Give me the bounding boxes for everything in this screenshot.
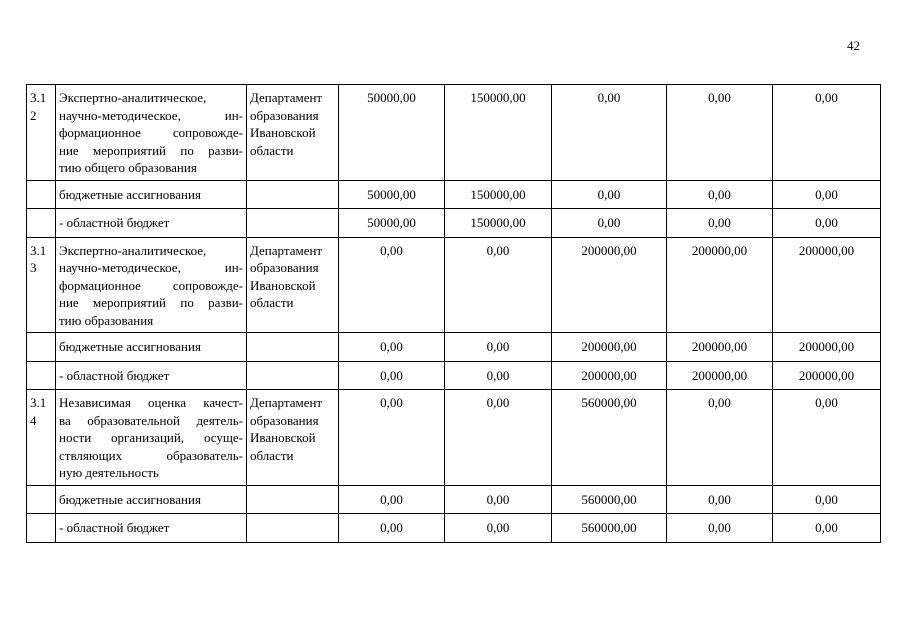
value-cell: 150000,00 (445, 85, 552, 181)
item-number (27, 237, 56, 333)
value-cell: 0,00 (773, 390, 881, 486)
empty-executor-cell (247, 333, 339, 362)
item-name-line: научно-методическое, ин- (59, 107, 243, 123)
empty-number-cell (27, 361, 56, 390)
value-cell: 0,00 (552, 180, 667, 209)
value-cell: 0,00 (339, 237, 445, 333)
empty-number-cell (27, 180, 56, 209)
item-number (27, 390, 56, 486)
value-cell: 200000,00 (667, 361, 773, 390)
value-cell: 0,00 (773, 514, 881, 543)
empty-number-cell (27, 514, 56, 543)
item-name-line: Экспертно-аналитическое, (59, 242, 207, 258)
empty-executor-cell (247, 209, 339, 238)
item-number-line: 2 (30, 107, 37, 123)
empty-executor-cell (247, 180, 339, 209)
item-name-line: ности организаций, осуще- (59, 430, 243, 445)
item-number-line: 4 (30, 412, 37, 428)
empty-executor-cell (247, 361, 339, 390)
value-cell: 0,00 (339, 485, 445, 514)
table-subrow (27, 485, 881, 514)
table-subrow (27, 361, 881, 390)
value-cell: 0,00 (667, 209, 773, 238)
value-cell: 0,00 (552, 209, 667, 238)
value-cell: 0,00 (445, 390, 552, 486)
value-cell: 0,00 (339, 361, 445, 390)
value-cell: 0,00 (667, 485, 773, 514)
value-cell: 0,00 (667, 180, 773, 209)
value-cell: 150000,00 (445, 180, 552, 209)
item-name-line: формационное сопровожде- (59, 277, 243, 293)
executor-cell: Департамент образования Ивановской области (247, 390, 339, 486)
value-cell: 200000,00 (773, 237, 881, 333)
value-cell: 0,00 (339, 514, 445, 543)
item-name-line: ние мероприятий по разви- (59, 142, 243, 158)
value-cell: 0,00 (445, 333, 552, 362)
value-cell: 0,00 (445, 237, 552, 333)
funding-label: бюджетные ассигнования (56, 333, 247, 362)
item-name (56, 237, 247, 333)
value-cell: 50000,00 (339, 180, 445, 209)
value-cell: 0,00 (773, 180, 881, 209)
value-cell: 200000,00 (552, 237, 667, 333)
table-row (27, 237, 881, 333)
value-cell: 150000,00 (445, 209, 552, 238)
item-name (56, 85, 247, 181)
table-row (27, 85, 881, 181)
funding-label: бюджетные ассигнования (56, 485, 247, 514)
value-cell: 0,00 (667, 390, 773, 486)
value-cell: 0,00 (552, 85, 667, 181)
item-number-line: 3.1 (30, 242, 47, 258)
value-cell: 0,00 (339, 390, 445, 486)
item-name-line: Экспертно-аналитическое, (59, 90, 207, 105)
value-cell: 0,00 (773, 485, 881, 514)
value-cell: 50000,00 (339, 85, 445, 181)
item-name-line: ние мероприятий по разви- (59, 295, 243, 310)
funding-label: бюджетные ассигнования (56, 180, 247, 209)
item-name-line: тию образования (59, 312, 154, 328)
item-name-line: ва образовательной деятель- (59, 412, 243, 428)
empty-number-cell (27, 485, 56, 514)
item-name-line: тию общего образования (59, 160, 197, 175)
table-subrow (27, 514, 881, 543)
table-subrow (27, 180, 881, 209)
value-cell: 200000,00 (667, 237, 773, 333)
value-cell: 560000,00 (552, 514, 667, 543)
empty-executor-cell (247, 485, 339, 514)
table-subrow (27, 209, 881, 238)
funding-label: - областной бюджет (56, 361, 247, 390)
value-cell: 560000,00 (552, 390, 667, 486)
item-name-line: формационное сопровожде- (59, 125, 243, 140)
value-cell: 0,00 (339, 333, 445, 362)
item-name-line: научно-методическое, ин- (59, 260, 243, 275)
value-cell: 200000,00 (667, 333, 773, 362)
item-name (56, 390, 247, 486)
empty-number-cell (27, 209, 56, 238)
value-cell: 200000,00 (773, 361, 881, 390)
table-body (27, 85, 881, 543)
value-cell: 200000,00 (773, 333, 881, 362)
value-cell: 0,00 (445, 514, 552, 543)
funding-label: - областной бюджет (56, 209, 247, 238)
value-cell: 0,00 (667, 85, 773, 181)
value-cell: 200000,00 (552, 361, 667, 390)
empty-executor-cell (247, 514, 339, 543)
empty-number-cell (27, 333, 56, 362)
item-name-line: ствляющих образователь- (59, 447, 243, 463)
item-number-line: 3.1 (30, 395, 47, 410)
executor-cell: Департамент образования Ивановской области (247, 237, 339, 333)
value-cell: 50000,00 (339, 209, 445, 238)
value-cell: 560000,00 (552, 485, 667, 514)
value-cell: 0,00 (445, 485, 552, 514)
value-cell: 0,00 (773, 85, 881, 181)
item-number-line: 3 (30, 260, 37, 275)
table-row (27, 390, 881, 486)
item-number (27, 85, 56, 181)
value-cell: 0,00 (773, 209, 881, 238)
value-cell: 0,00 (445, 361, 552, 390)
budget-table (26, 84, 881, 543)
page-number: 42 (847, 38, 860, 53)
value-cell: 200000,00 (552, 333, 667, 362)
item-number-line: 3.1 (30, 90, 47, 105)
funding-label: - областной бюджет (56, 514, 247, 543)
item-name-line: Независимая оценка качест- (59, 395, 243, 410)
executor-cell: Департамент образования Ивановской области (247, 85, 339, 181)
table-subrow (27, 333, 881, 362)
item-name-line: ную деятельность (59, 465, 159, 480)
value-cell: 0,00 (667, 514, 773, 543)
